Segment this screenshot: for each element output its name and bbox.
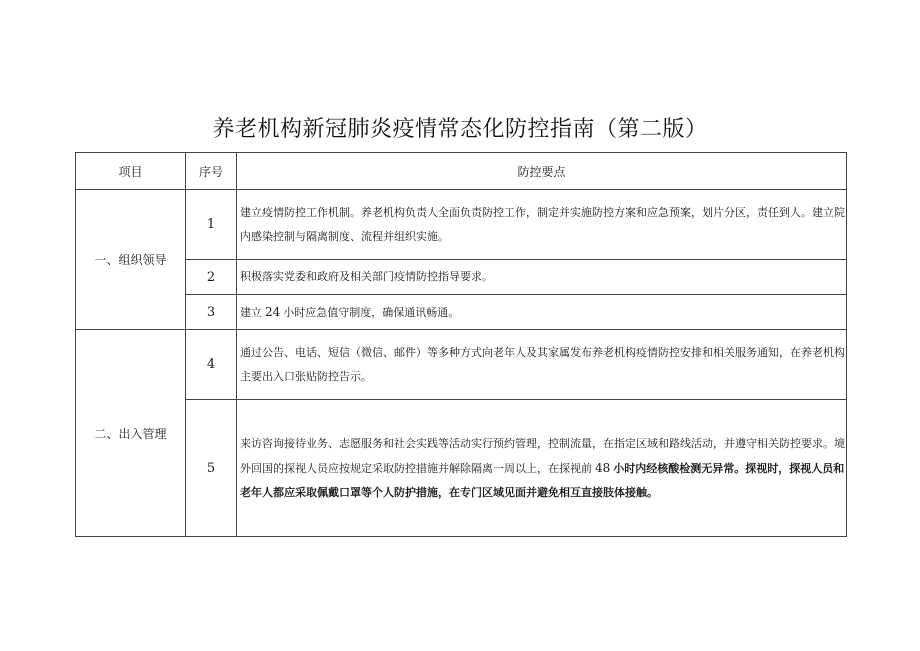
- row-text: 通过公告、电话、短信（微信、邮件）等多种方式向老年人及其家属发布养老机构疫情防控安排和相关服务通知，在养老机构主要出入口张贴防控告示。: [237, 330, 847, 400]
- row-text: 建立疫情防控工作机制。养老机构负责人全面负责防控工作，制定并实施防控方案和应急预案，划片分区，责任到人。建立院内感染控制与隔离制度、流程并组织实施。: [237, 190, 847, 260]
- text-part: 来访咨询接待业务、志愿服务和社会实践等活动实行预约管理，控制流量，在指定区域和路线活动，并遵守相关防控要求。境外回国的探视人员应按规定采取防控措施并解除隔离一周以上，在探视前: [240, 436, 845, 475]
- row-seq: 3: [186, 295, 237, 330]
- bold-text-part: 小时内经核酸检测无异常。探视时，探视人员和老年人都应采取佩戴口罩等个人防护措施，在专门区域见面并避免相互直接肢体接触。: [240, 461, 845, 499]
- row-text: [237, 295, 847, 330]
- guideline-table: [75, 152, 847, 537]
- row-text: 积极落实党委和政府及相关部门疫情防控指导要求。: [237, 260, 847, 295]
- row-text: [237, 400, 847, 537]
- table-row: [76, 295, 847, 330]
- section-name: 二、出入管理: [76, 330, 186, 537]
- table-row: [76, 260, 847, 295]
- document-title: 养老机构新冠肺炎疫情常态化防控指南（第二版）: [212, 117, 708, 142]
- table-row: [76, 400, 847, 537]
- text-part: 小时应急值守制度，确保通讯畅通。: [283, 305, 460, 319]
- row-seq: 1: [186, 190, 237, 260]
- row-seq: 4: [186, 330, 237, 400]
- table-row: [76, 190, 847, 260]
- table-row: [76, 330, 847, 400]
- header-item: 项目: [76, 153, 186, 190]
- header-seq: 序号: [186, 153, 237, 190]
- hours-number: 24: [265, 304, 281, 319]
- section-name: 一、组织领导: [76, 190, 186, 330]
- row-seq: 2: [186, 260, 237, 295]
- header-points: 防控要点: [237, 153, 847, 190]
- table-header-row: [76, 153, 847, 190]
- text-part: 建立: [240, 305, 262, 319]
- hours-number: 48: [595, 460, 611, 475]
- row-seq: 5: [186, 400, 237, 537]
